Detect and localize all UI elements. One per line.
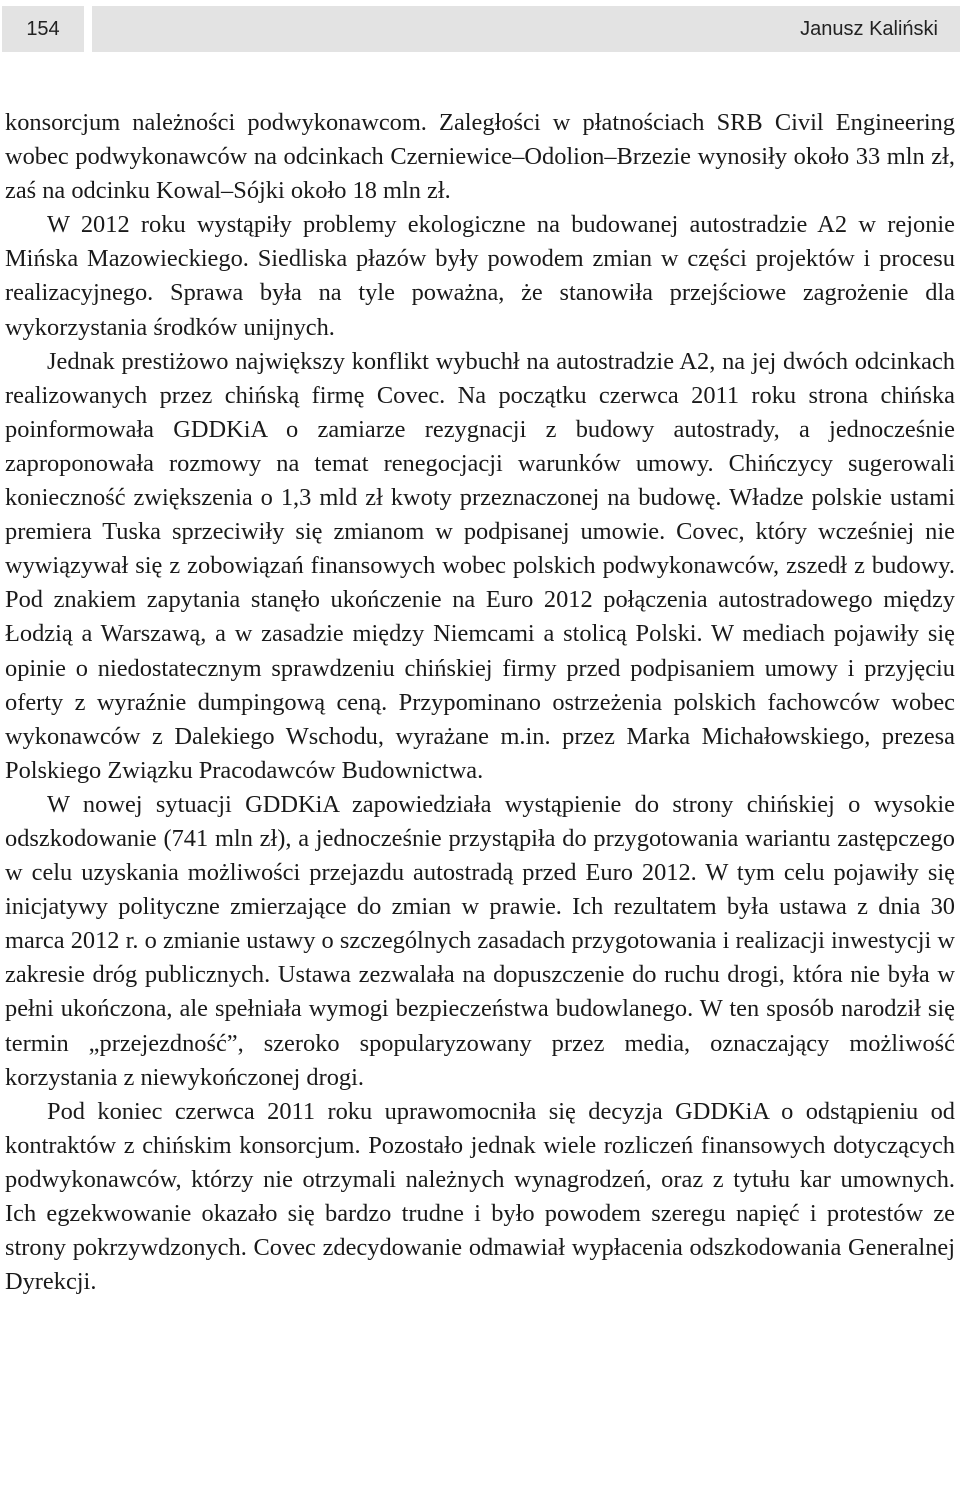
running-header	[0, 6, 960, 52]
paragraph: W 2012 roku wystąpiły problemy ekologiczne na budowanej autostradzie A2 w rejonie Mińska Mazowieckiego. Siedliska płazów były powodem zmian w części projektów i procesu realizacyjnego. Sprawa była na tyle poważna, że stanowiła przejściowe zagrożenie dla wykorzystania środków unijnych.	[5, 211, 955, 341]
page-number: 154	[2, 6, 84, 52]
paragraph: Pod koniec czerwca 2011 roku uprawomocniła się decyzja GDDKiA o odstąpieniu od kontraktów z chińskim konsorcjum. Pozostało jednak wiele rozliczeń finansowych dotyczących podwykonawców, którzy nie otrzymali należnych wynagrodzeń, oraz z tytułu kar umownych. Ich egzekwowanie okazało się bardzo trudne i było powodem szeregu napięć i protestów ze strony pokrzywdzonych. Covec zdecydowanie odmawiał wypłacenia odszkodowania Generalnej Dyrekcji.	[5, 1097, 955, 1296]
paragraph: W nowej sytuacji GDDKiA zapowiedziała wystąpienie do strony chińskiej o wysokie odszkodowanie (741 mln zł), a jednocześnie przystąpiła do przygotowania wariantu zastępczego w celu uzyskania możliwości przejazdu autostradą przed Euro 2012. W tym celu pojawiły się inicjatywy polityczne zmierzające do zmian w prawie. Ich rezultatem była ustawa z dnia 30 marca 2012 r. o zmianie ustawy o szczególnych zasadach przygotowania i realizacji inwestycji w zakresie dróg publicznych. Ustawa zezwalała na dopuszczenie do ruchu drogi, która nie była w pełni ukończona, ale spełniała wymogi bezpieczeństwa budowlanego. W ten sposób narodził się termin „przejezdność”, szeroko spopularyzowany przez media, oznaczający możliwość korzystania z niewykończonej drogi.	[5, 790, 955, 1091]
body-text	[5, 106, 955, 1299]
paragraph: konsorcjum należności podwykonawcom. Zaległości w płatnościach SRB Civil Engineering wobec podwykonawców na odcinkach Czerniewice–Odolion–Brzezie wynosiły około 33 mln zł, zaś na odcinku Kowal–Sójki około 18 mln zł.	[5, 109, 955, 205]
paragraph: Jednak prestiżowo największy konflikt wybuchł na autostradzie A2, na jej dwóch odcinkach realizowanych przez chińską firmę Covec. Na początku czerwca 2011 roku strona chińska poinformowała GDDKiA o zamiarze rezygnacji z budowy autostrady, a jednocześnie zaproponowała rozmowy na temat renegocjacji warunków umowy. Chińczycy sugerowali konieczność zwiększenia o 1,3 mld zł kwoty przeznaczonej na budowę. Władze polskie ustami premiera Tuska sprzeciwiły się zmianom w podpisanej umowie. Covec, który wcześniej nie wywiązywał się z zobowiązań finansowych wobec polskich podwykonawców, zszedł z budowy. Pod znakiem zapytania stanęło ukończenie na Euro 2012 połączenia autostradowego między Łodzią a Warszawą, a w zasadzie między Niemcami a stolicą Polski. W mediach pojawiły się opinie o niedostatecznym sprawdzeniu chińskiej firmy przed podpisaniem umowy i przyjęciu oferty z wyraźnie dumpingową ceną. Przypominano ostrzeżenia polskich fachowców wobec wykonawców z Dalekiego Wschodu, wyrażane m.in. przez Marka Michałowskiego, prezesa Polskiego Związku Pracodawców Budownictwa.	[5, 347, 955, 784]
header-band	[92, 6, 960, 52]
running-head-author: Janusz Kaliński	[800, 18, 938, 40]
